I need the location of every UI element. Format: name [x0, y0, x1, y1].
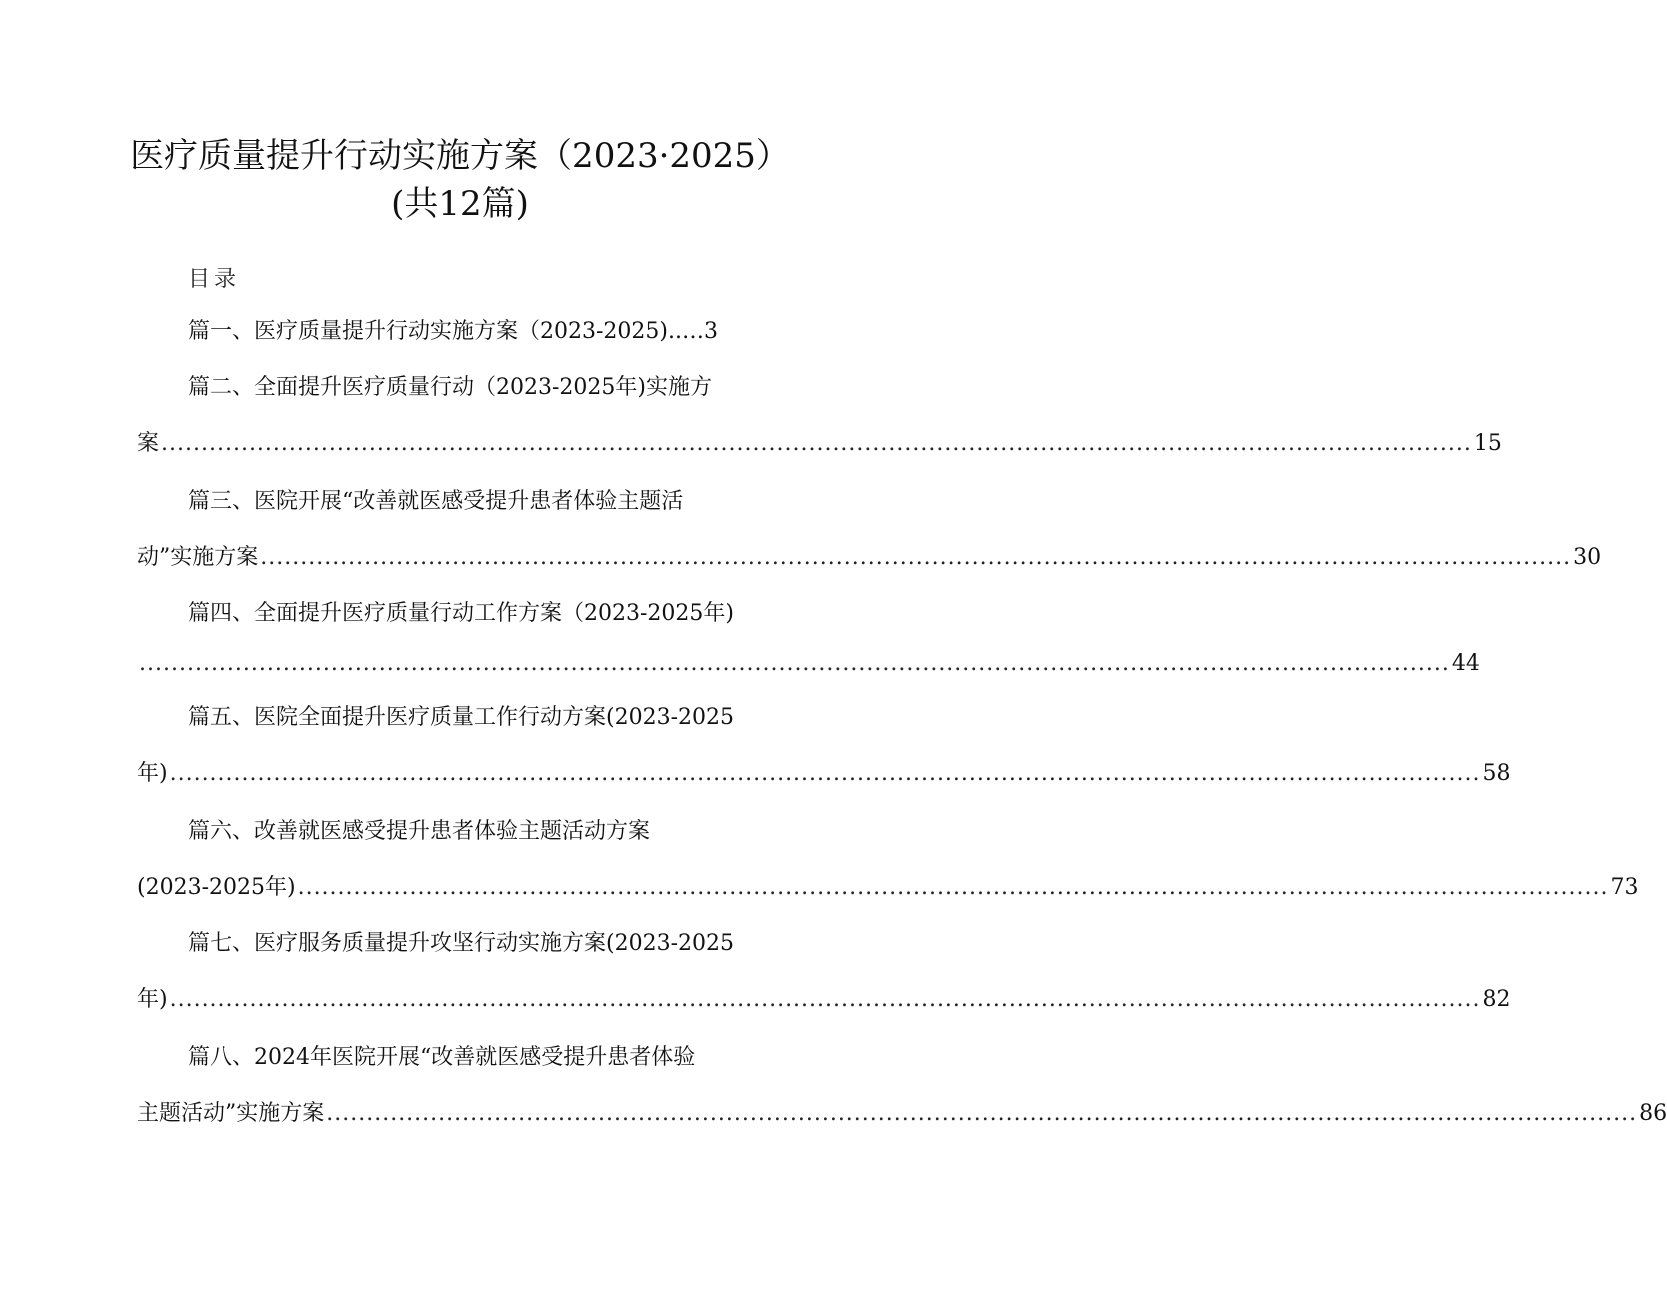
toc-entry-4-continuation — [137, 650, 1480, 678]
toc-entry-3-tail: 动”实施方案 — [137, 545, 259, 570]
toc-entry-8-title: 篇八、2024年医院开展“改善就医感受提升患者体验 — [188, 1045, 696, 1070]
document-title: 医疗质量提升行动实施方案（2023·2025） — [130, 136, 790, 176]
toc-entry-8-page: 86 — [1639, 1101, 1667, 1126]
toc-entry-3-title: 篇三、医院开展“改善就医感受提升患者体验主题活 — [188, 489, 684, 514]
toc-leader-dots: .................................................................................................................................................................... — [161, 431, 1472, 456]
toc-entry-1: 篇一、医疗质量提升行动实施方案（2023-2025)..…3 — [188, 319, 718, 344]
toc-heading: 目录 — [188, 267, 241, 292]
toc-leader-dots: .................................................................................................................................................................... — [169, 987, 1481, 1012]
toc-entry-4-title: 篇四、全面提升医疗质量行动工作方案（2023-2025年) — [188, 601, 734, 626]
toc-entry-5-continuation — [137, 760, 1511, 788]
toc-entry-2-tail: 案 — [137, 431, 160, 456]
toc-entry-6-tail: (2023-2025年) — [137, 875, 296, 900]
toc-entry-2-page: 15 — [1473, 431, 1502, 456]
toc-entry-4-page: 44 — [1451, 651, 1480, 676]
toc-entry-6-page: 73 — [1610, 875, 1639, 900]
toc-entry-2-title: 篇二、全面提升医疗质量行动（2023-2025年)实施方 — [188, 375, 712, 400]
toc-leader-dots: .................................................................................................................................................................... — [326, 1101, 1638, 1126]
toc-entry-7-page: 82 — [1482, 987, 1511, 1012]
toc-entry-5-page: 58 — [1482, 761, 1511, 786]
toc-entry-7-continuation — [137, 986, 1511, 1014]
toc-entry-5-tail: 年) — [137, 761, 168, 786]
toc-entry-7-title: 篇七、医疗服务质量提升攻坚行动实施方案(2023-2025 — [188, 931, 734, 956]
toc-leader-dots: .................................................................................................................................................................... — [139, 651, 1450, 676]
document-subtitle: (共12篇) — [391, 184, 529, 224]
toc-entry-3-continuation — [137, 544, 1602, 572]
toc-entry-6-title: 篇六、改善就医感受提升患者体验主题活动方案 — [188, 819, 651, 844]
toc-entry-8-tail: 主题活动”实施方案 — [137, 1101, 325, 1126]
toc-entry-6-continuation — [137, 874, 1639, 902]
toc-leader-dots: .................................................................................................................................................................... — [297, 875, 1609, 900]
toc-entry-7-tail: 年) — [137, 987, 168, 1012]
toc-leader-dots: .................................................................................................................................................................... — [169, 761, 1481, 786]
toc-entry-8-continuation — [137, 1100, 1667, 1128]
toc-leader-dots: .................................................................................................................................................................... — [260, 545, 1572, 570]
toc-entry-2-continuation — [137, 430, 1502, 458]
toc-entry-5-title: 篇五、医院全面提升医疗质量工作行动方案(2023-2025 — [188, 705, 734, 730]
toc-entry-3-page: 30 — [1573, 545, 1602, 570]
